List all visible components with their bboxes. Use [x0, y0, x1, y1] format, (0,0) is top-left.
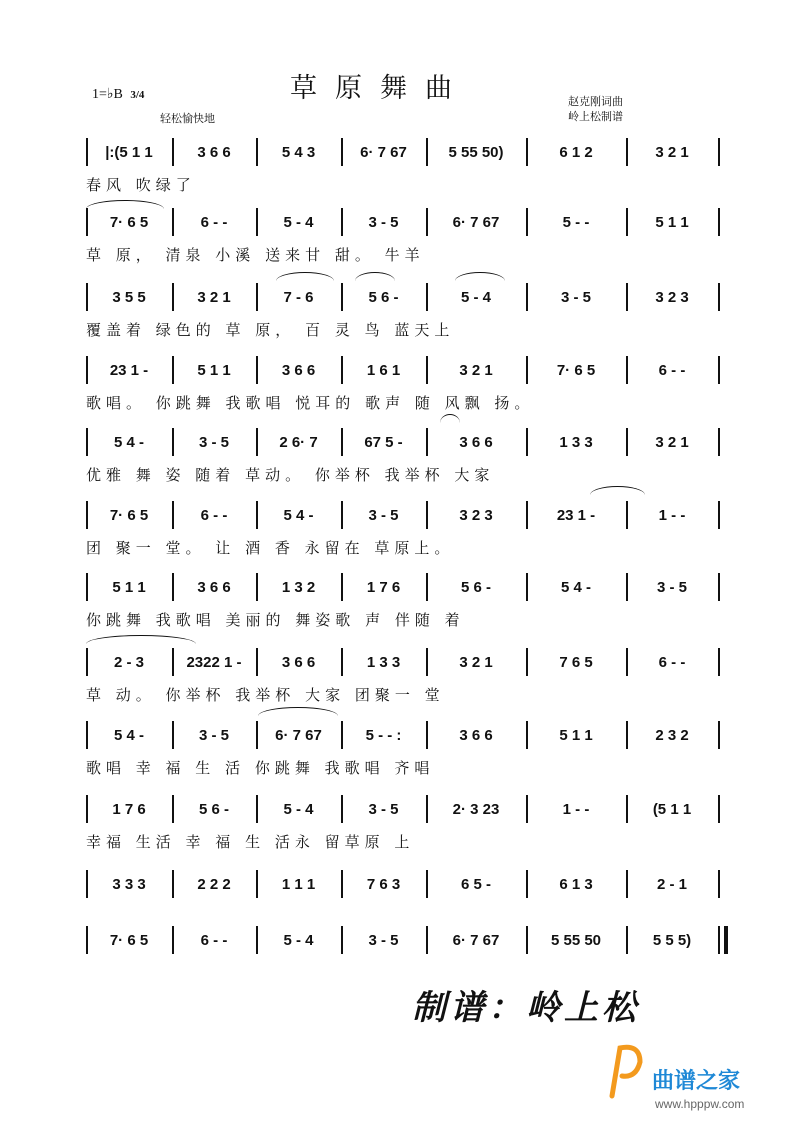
- measure: 1 - -: [658, 506, 686, 524]
- measure: 5 1 1: [112, 578, 146, 596]
- barline: [86, 138, 88, 166]
- measure: 5 4 3: [281, 143, 316, 161]
- barline: [526, 721, 528, 749]
- barline: [718, 138, 720, 166]
- lyrics-row: 草 动。 你举杯 我举杯 大家 团聚一 堂: [86, 686, 445, 704]
- barline: [626, 795, 628, 823]
- barline: [626, 501, 628, 529]
- measure: 1 3 2: [281, 578, 316, 596]
- staff-row: [86, 210, 718, 234]
- lyrics-row: 覆盖着 绿色的 草 原， 百 灵 鸟 蓝天上: [86, 321, 455, 339]
- barline: [626, 648, 628, 676]
- barline: [718, 648, 720, 676]
- measure: 5 1 1: [559, 726, 593, 744]
- measure: 6· 7 67: [452, 931, 500, 949]
- barline: [426, 283, 428, 311]
- measure: 5 - -: [562, 213, 590, 231]
- measure: 5 4 -: [560, 578, 591, 596]
- measure: 5 4 -: [283, 506, 314, 524]
- measure: 5 - 4: [283, 931, 314, 949]
- barline: [341, 573, 343, 601]
- measure: 5 1 1: [197, 361, 231, 379]
- barline: [526, 795, 528, 823]
- staff-row: [86, 430, 718, 454]
- measure: 7· 6 5: [109, 931, 149, 949]
- barline: [256, 428, 258, 456]
- measure: 2322 1 -: [186, 653, 242, 671]
- measure: 3 6 6: [281, 361, 316, 379]
- measure: 3 6 6: [459, 726, 493, 744]
- page-title: 草原舞曲: [290, 73, 470, 104]
- measure: 3 - 5: [368, 931, 399, 949]
- barline: [172, 926, 174, 954]
- key-signature: [92, 86, 144, 103]
- lyrics-row: 歌唱 幸 福 生 活 你跳舞 我歌唱 齐唱: [86, 759, 435, 777]
- barline: [526, 501, 528, 529]
- measure: 3 6 6: [459, 433, 493, 451]
- barline: [718, 208, 720, 236]
- staff-row: [86, 140, 718, 164]
- barline: [86, 870, 88, 898]
- logo-icon: [606, 1040, 646, 1100]
- barline: [172, 356, 174, 384]
- barline: [526, 926, 528, 954]
- barline: [526, 208, 528, 236]
- barline: [718, 428, 720, 456]
- barline: [86, 721, 88, 749]
- barline: [341, 428, 343, 456]
- barline: [256, 573, 258, 601]
- measure: 3 - 5: [198, 726, 229, 744]
- measure: 3 6 6: [197, 143, 231, 161]
- measure: 2 - 3: [113, 653, 144, 671]
- lyrics-row: 优雅 舞 姿 随着 草动。 你举杯 我举杯 大家: [86, 466, 495, 484]
- measure: 3 2 1: [655, 433, 689, 451]
- measure: 5 55 50): [448, 143, 504, 161]
- tempo-marking: 轻松愉快地: [160, 113, 215, 125]
- measure: 3 - 5: [368, 213, 399, 231]
- barline: [256, 501, 258, 529]
- measure: 23 1 -: [109, 361, 149, 379]
- arranger: 岭上松制谱: [568, 111, 623, 123]
- lyrics-row: 春风 吹绿了: [86, 176, 196, 194]
- measure: 1 3 3: [559, 433, 593, 451]
- measure: 3 - 5: [198, 433, 229, 451]
- watermark-url: www.hpppw.com: [655, 1097, 745, 1111]
- barline: [172, 208, 174, 236]
- barline: [426, 356, 428, 384]
- barline: [718, 283, 720, 311]
- measure: 6 - -: [200, 931, 228, 949]
- staff-row: [86, 503, 718, 527]
- measure: 5 - 4: [283, 800, 314, 818]
- barline: [526, 356, 528, 384]
- barline: [86, 428, 88, 456]
- barline: [626, 870, 628, 898]
- barline: [256, 648, 258, 676]
- barline: [426, 501, 428, 529]
- barline: [426, 208, 428, 236]
- staff-row: [86, 575, 718, 599]
- barline: [426, 926, 428, 954]
- measure: 3 2 1: [459, 653, 493, 671]
- measure: 6· 7 67: [360, 143, 407, 161]
- barline: [626, 208, 628, 236]
- staff-row: [86, 650, 718, 674]
- barline: [256, 283, 258, 311]
- measure: 1 3 3: [366, 653, 401, 671]
- measure: 2 - 1: [656, 875, 687, 893]
- measure: 3 - 5: [368, 800, 399, 818]
- barline: [341, 926, 343, 954]
- measure: 5 - - :: [365, 726, 402, 744]
- measure: 6· 7 67: [275, 726, 322, 744]
- measure: 23 1 -: [556, 506, 596, 524]
- measure: 1 7 6: [366, 578, 401, 596]
- measure: 6 1 3: [559, 875, 593, 893]
- barline: [526, 573, 528, 601]
- slur-mark: [455, 272, 505, 281]
- barline: [256, 721, 258, 749]
- barline: [426, 721, 428, 749]
- key-label: 1=♭B: [92, 87, 123, 102]
- barline: [626, 428, 628, 456]
- measure: 1 7 6: [112, 800, 146, 818]
- measure: 6· 7 67: [452, 213, 500, 231]
- measure: 2 3 2: [655, 726, 689, 744]
- barline: [86, 795, 88, 823]
- measure: 6 - -: [658, 361, 686, 379]
- measure: 5 6 -: [368, 288, 399, 306]
- measure: 3 2 1: [655, 143, 689, 161]
- barline: [256, 356, 258, 384]
- barline: [718, 721, 720, 749]
- barline: [718, 870, 720, 898]
- measure: 6 - -: [200, 506, 228, 524]
- measure: 5 5 5): [652, 931, 692, 949]
- measure: 2 6· 7: [279, 433, 318, 451]
- barline: [426, 870, 428, 898]
- measure: 5 55 50: [550, 931, 602, 949]
- staff-row: [86, 797, 718, 821]
- measure: 67 5 -: [364, 433, 403, 451]
- staff-row: [86, 285, 718, 309]
- barline: [172, 795, 174, 823]
- barline: [256, 795, 258, 823]
- barline: [426, 795, 428, 823]
- measure: 3 6 6: [281, 653, 316, 671]
- measure: 2 2 2: [197, 875, 231, 893]
- barline: [626, 138, 628, 166]
- barline: [426, 138, 428, 166]
- barline: [626, 721, 628, 749]
- barline: [718, 926, 720, 954]
- measure: 5 1 1: [655, 213, 689, 231]
- measure: 3 - 5: [656, 578, 687, 596]
- barline: [86, 356, 88, 384]
- measure: 3 6 6: [197, 578, 231, 596]
- measure: 6 1 2: [559, 143, 593, 161]
- barline: [256, 208, 258, 236]
- measure: 3 2 1: [459, 361, 493, 379]
- barline: [341, 721, 343, 749]
- measure: 7· 6 5: [556, 361, 596, 379]
- staff-row: [86, 872, 718, 896]
- slur-mark: [276, 272, 334, 281]
- measure: 3 2 3: [459, 506, 493, 524]
- barline: [341, 795, 343, 823]
- barline: [426, 573, 428, 601]
- measure: 6 - -: [200, 213, 228, 231]
- measure: 5 4 -: [113, 726, 144, 744]
- measure: 1 6 1: [366, 361, 401, 379]
- measure: 3 5 5: [112, 288, 146, 306]
- slur-mark: [258, 707, 338, 716]
- measure: 5 6 -: [460, 578, 491, 596]
- measure: 5 - 4: [460, 288, 491, 306]
- barline: [341, 501, 343, 529]
- barline: [172, 573, 174, 601]
- barline: [172, 870, 174, 898]
- barline: [718, 356, 720, 384]
- lyrics-row: 歌唱。 你跳舞 我歌唱 悦耳的 歌声 随 风飘 扬。: [86, 394, 535, 412]
- barline: [172, 721, 174, 749]
- measure: 6 - -: [658, 653, 686, 671]
- measure: 6 5 -: [460, 875, 491, 893]
- measure: 3 - 5: [368, 506, 399, 524]
- barline: [172, 138, 174, 166]
- barline: [172, 428, 174, 456]
- measure: 3 2 1: [197, 288, 231, 306]
- barline: [526, 648, 528, 676]
- barline: [718, 573, 720, 601]
- measure: 5 6 -: [198, 800, 229, 818]
- slur-mark: [355, 272, 395, 281]
- lyrics-row: 草 原， 清泉 小溪 送来甘 甜。 牛羊: [86, 246, 425, 264]
- staff-row: [86, 723, 718, 747]
- measure: 7 6 5: [559, 653, 593, 671]
- measure: 5 - 4: [283, 213, 314, 231]
- measure: 2· 3 23: [452, 800, 500, 818]
- barline: [626, 283, 628, 311]
- barline: [526, 870, 528, 898]
- measure: 7· 6 5: [109, 213, 149, 231]
- barline: [626, 356, 628, 384]
- lyrics-row: 幸福 生活 幸 福 生 活永 留草原 上: [86, 833, 415, 851]
- lyrics-row: 团 聚一 堂。 让 酒 香 永留在 草原上。: [86, 539, 455, 557]
- measure: 3 3 3: [112, 875, 146, 893]
- staff-row: [86, 358, 718, 382]
- barline: [626, 926, 628, 954]
- watermark-name: 曲谱之家: [652, 1069, 741, 1094]
- barline: [256, 870, 258, 898]
- barline: [86, 648, 88, 676]
- slur-mark: [590, 486, 645, 495]
- barline: [426, 648, 428, 676]
- barline: [718, 501, 720, 529]
- staff-row: [86, 928, 718, 952]
- barline: [341, 648, 343, 676]
- measure: 1 1 1: [281, 875, 316, 893]
- barline: [526, 138, 528, 166]
- slur-mark: [440, 414, 460, 423]
- barline: [86, 926, 88, 954]
- barline: [341, 138, 343, 166]
- measure: 1 - -: [562, 800, 590, 818]
- barline: [526, 428, 528, 456]
- barline: [86, 283, 88, 311]
- barline: [86, 501, 88, 529]
- barline: [172, 501, 174, 529]
- barline: [86, 208, 88, 236]
- final-barline: [724, 926, 728, 954]
- barline: [256, 926, 258, 954]
- measure: 7 6 3: [366, 875, 401, 893]
- measure: 7 - 6: [283, 288, 314, 306]
- measure: 7· 6 5: [109, 506, 149, 524]
- signature: 制谱：岭上松: [412, 988, 640, 1028]
- lyrics-row: 你跳舞 我歌唱 美丽的 舞姿歌 声 伴随 着: [86, 611, 465, 629]
- barline: [172, 283, 174, 311]
- barline: [172, 648, 174, 676]
- barline: [718, 795, 720, 823]
- barline: [341, 356, 343, 384]
- slur-mark: [86, 200, 164, 209]
- barline: [426, 428, 428, 456]
- measure: 5 4 -: [113, 433, 144, 451]
- barline: [526, 283, 528, 311]
- measure: 3 - 5: [560, 288, 591, 306]
- barline: [256, 138, 258, 166]
- measure: (5 1 1: [652, 800, 692, 818]
- lyricist-composer: 赵克刚词曲: [568, 96, 623, 108]
- time-signature: 3/4: [130, 89, 145, 101]
- measure: |:(5 1 1: [105, 143, 153, 161]
- barline: [86, 573, 88, 601]
- barline: [341, 283, 343, 311]
- barline: [341, 208, 343, 236]
- barline: [626, 573, 628, 601]
- slur-mark: [86, 635, 196, 644]
- measure: 3 2 3: [655, 288, 689, 306]
- barline: [341, 870, 343, 898]
